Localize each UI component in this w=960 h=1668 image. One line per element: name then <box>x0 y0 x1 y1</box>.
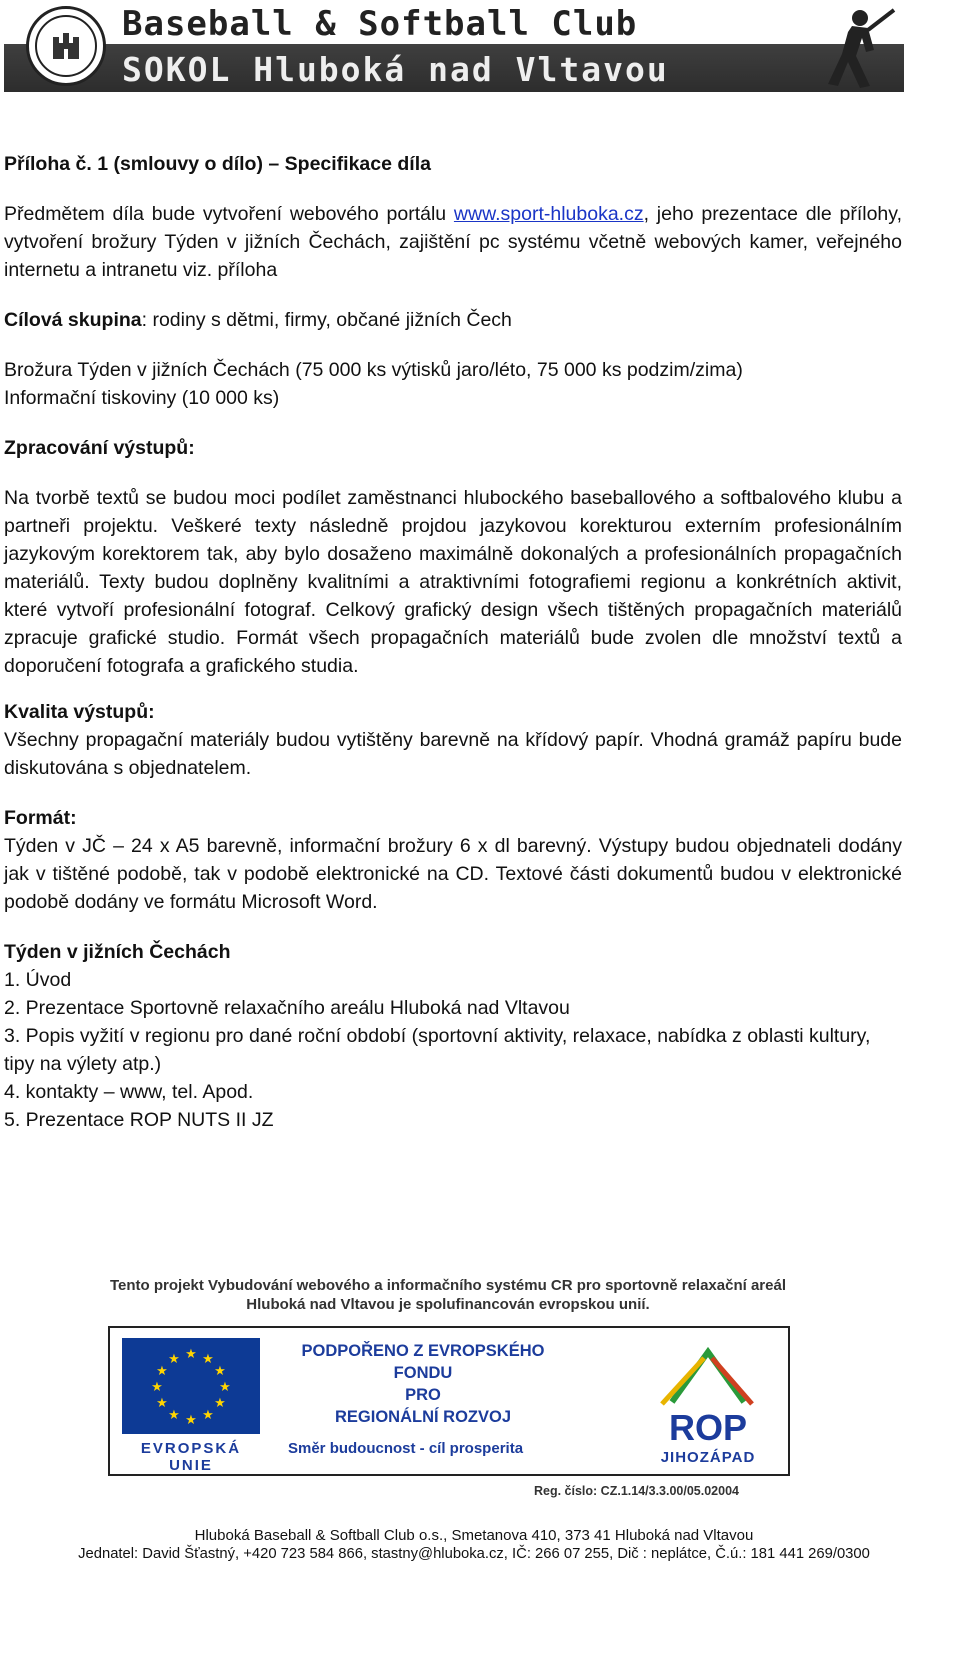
rop-sub-label: JIHOZÁPAD <box>660 1449 756 1466</box>
week-item: 4. kontakty – www, tel. Apod. <box>4 1081 254 1103</box>
svg-text:★: ★ <box>185 1413 197 1428</box>
eu-flag-icon <box>122 1338 260 1434</box>
club-subtitle: SOKOL Hluboká nad Vltavou <box>122 50 669 89</box>
target-group-label: Cílová skupina <box>4 309 142 331</box>
week-item: 3. Popis vyžití v regionu pro dané roční období (sportovní aktivity, relaxace, nabídka z oblasti kultury, tipy na výlety atp.) <box>4 1025 871 1075</box>
club-logo <box>26 6 106 86</box>
rop-logo-icon <box>612 1344 782 1468</box>
svg-text:★: ★ <box>156 1364 168 1379</box>
svg-text:★: ★ <box>219 1380 231 1395</box>
processing-heading: Zpracování výstupů: <box>4 437 195 459</box>
svg-text:★: ★ <box>168 1408 180 1423</box>
format-paragraph: Týden v JČ – 24 x A5 barevně, informační brožury 6 x dl barevný. Výstupy budou objednateli dodány jak v tištěné podobě, tak v podobě elektronické na CD. Textové části dokumentů budou v elektronické podobě dodány ve formátu Microsoft Word. <box>4 835 902 913</box>
registration-number: Reg. číslo: CZ.1.14/3.3.00/05.02004 <box>534 1484 739 1498</box>
processing-paragraph: Na tvorbě textů se budou moci podílet zaměstnanci hlubockého baseballového a softbalového klubu a partneři projektu. Veškeré texty následně projdou jazykovou korekturou externím profesionálním jazykovým korektorem tak, aby bylo dosaženo maximálně dokonalých a profesionálních propagačních materiálů. Texty budou doplněny kvalitními a atraktivními fotografiemi regionu a konkrétních aktivit, které vytvoří profesionální fotograf. Celkový grafický design všech tištěných propagačních materiálů zpracuje grafické studio. Formát všech propagačních materiálů bude zvolen dle množství textů a doporučení fotografa a grafického studia. <box>4 487 902 677</box>
format-heading: Formát: <box>4 807 77 829</box>
footer-address: Hluboká Baseball & Softball Club o.s., Smetanova 410, 373 41 Hluboká nad Vltavou <box>194 1527 754 1544</box>
eu-label: EVROPSKÁ UNIE <box>140 1440 242 1474</box>
fund-lines <box>278 1340 568 1428</box>
target-group-text: : rodiny s dětmi, firmy, občané jižních Čech <box>141 309 512 331</box>
rop-label: ROP <box>668 1407 748 1448</box>
funding-logo-box <box>108 1326 790 1476</box>
svg-text:★: ★ <box>185 1347 197 1362</box>
fund-line-1: PODPOŘENO Z EVROPSKÉHO FONDU <box>301 1342 545 1382</box>
funding-statement: Tento projekt Vybudování webového a informačního systému CR pro sportovně relaxační areál Hluboká nad Vltavou je spolufinancován evropskou unií. <box>110 1277 786 1313</box>
intro-paragraph <box>4 200 902 284</box>
fund-line-2: PRO <box>405 1386 441 1404</box>
brochure-line: Brožura Týden v jižních Čechách (75 000 ks výtisků jaro/léto, 75 000 ks podzim/zima) <box>4 359 743 381</box>
svg-text:★: ★ <box>214 1364 226 1379</box>
document-body <box>4 150 902 1134</box>
week-item: 2. Prezentace Sportovně relaxačního areálu Hluboká nad Vltavou <box>4 997 570 1019</box>
target-group <box>4 306 902 334</box>
quality-paragraph: Všechny propagační materiály budou vytištěny barevně na křídový papír. Vhodná gramáž papíru bude diskutována s objednatelem. <box>4 729 902 779</box>
portal-link[interactable]: www.sport-hluboka.cz <box>453 203 644 225</box>
info-line: Informační tiskoviny (10 000 ks) <box>4 387 280 409</box>
funding-motto: Směr budoucnost - cíl prosperita <box>288 1440 524 1457</box>
batter-silhouette-icon <box>808 6 898 90</box>
svg-text:★: ★ <box>156 1396 168 1411</box>
quality-heading: Kvalita výstupů: <box>4 701 155 723</box>
week-heading: Týden v jižních Čechách <box>4 941 231 963</box>
intro-text-after: , jeho prezentace dle přílohy, vytvoření brožury Týden v jižních Čechách, zajištění pc systému včetně webových kamer, veřejného internetu a intranetu viz. příloha <box>4 203 902 281</box>
fund-line-3: REGIONÁLNÍ ROZVOJ <box>334 1408 511 1426</box>
svg-text:★: ★ <box>214 1396 226 1411</box>
castle-icon <box>51 33 81 59</box>
eu-stars-icon <box>122 1338 260 1434</box>
svg-text:★: ★ <box>151 1380 163 1395</box>
footer-contact: Jednatel: David Šťastný, +420 723 584 866, stastny@hluboka.cz, IČ: 266 07 255, Dič : neplátce, Č.ú.: 181 441 269/0300 <box>78 1546 870 1562</box>
club-title: Baseball & Softball Club <box>122 4 638 44</box>
document-heading: Příloha č. 1 (smlouvy o dílo) – Specifikace díla <box>4 153 431 175</box>
svg-text:★: ★ <box>202 1408 214 1423</box>
header-banner <box>4 2 904 92</box>
week-item: 5. Prezentace ROP NUTS II JZ <box>4 1109 274 1131</box>
intro-text-before: Předmětem díla bude vytvoření webového portálu <box>4 203 454 225</box>
svg-text:★: ★ <box>168 1352 180 1367</box>
svg-text:★: ★ <box>202 1352 214 1367</box>
week-item: 1. Úvod <box>4 969 72 991</box>
